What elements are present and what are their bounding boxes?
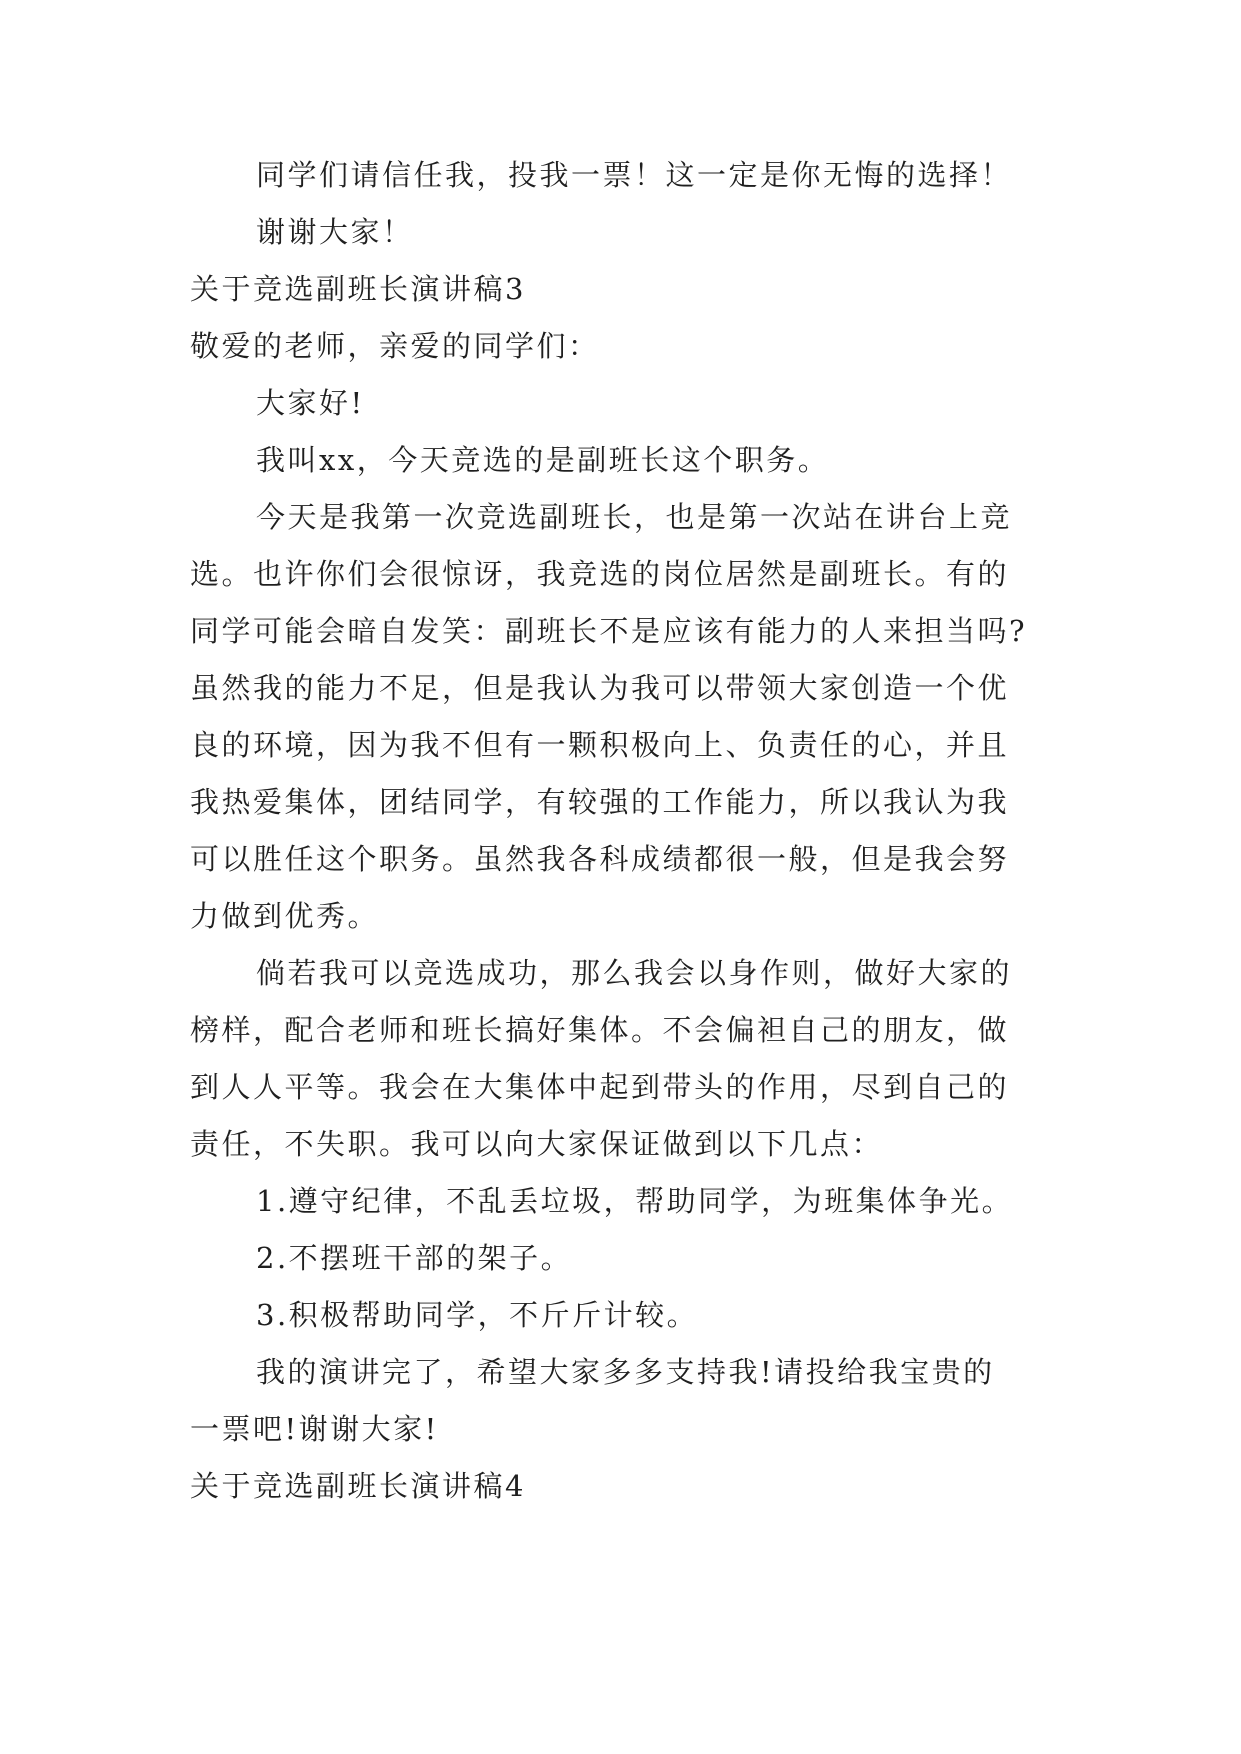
text-line: 谢谢大家！ <box>256 215 414 249</box>
paragraph <box>190 432 1090 489</box>
text-line: 榜样，配合老师和班长搞好集体。不会偏袒自己的朋友，做 <box>190 1013 1010 1047</box>
text-line: 同学们请信任我，投我一票！这一定是你无悔的选择！ <box>256 158 1013 192</box>
text-line: 同学可能会暗自发笑：副班长不是应该有能力的人来担当吗? <box>190 614 1028 648</box>
section-heading <box>190 261 1090 318</box>
text-line: 关于竞选副班长演讲稿3 <box>190 272 526 306</box>
text-line: 责任，不失职。我可以向大家保证做到以下几点： <box>190 1127 884 1161</box>
text-line: 倘若我可以竞选成功，那么我会以身作则，做好大家的 <box>256 956 1013 990</box>
text-line: 1.遵守纪律，不乱丢垃圾，帮助同学，为班集体争光。 <box>256 1184 1014 1218</box>
text-line: 力做到优秀。 <box>190 899 380 933</box>
text-line: 关于竞选副班长演讲稿4 <box>190 1469 526 1503</box>
text-line: 良的环境，因为我不但有一颗积极向上、负责任的心，并且 <box>190 728 1010 762</box>
paragraph <box>190 204 1090 261</box>
paragraph <box>190 1230 1090 1287</box>
text-line: 虽然我的能力不足，但是我认为我可以带领大家创造一个优 <box>190 671 1010 705</box>
text-line: 3.积极帮助同学，不斤斤计较。 <box>256 1298 699 1332</box>
text-line: 我热爱集体，团结同学，有较强的工作能力，所以我认为我 <box>190 785 1010 819</box>
text-line: 2.不摆班干部的架子。 <box>256 1241 573 1275</box>
text-line: 我叫xx，今天竞选的是副班长这个职务。 <box>256 443 830 477</box>
document-body <box>190 147 1090 1515</box>
paragraph <box>190 945 1090 1173</box>
text-line: 可以胜任这个职务。虽然我各科成绩都很一般，但是我会努 <box>190 842 1010 876</box>
paragraph <box>190 489 1090 945</box>
paragraph <box>190 375 1090 432</box>
text-line: 到人人平等。我会在大集体中起到带头的作用，尽到自己的 <box>190 1070 1010 1104</box>
section-heading <box>190 318 1090 375</box>
text-line: 敬爱的老师，亲爱的同学们： <box>190 329 600 363</box>
text-line: 今天是我第一次竞选副班长，也是第一次站在讲台上竞 <box>256 500 1013 534</box>
paragraph <box>190 1344 1090 1458</box>
text-line: 我的演讲完了，希望大家多多支持我!请投给我宝贵的 <box>256 1355 995 1389</box>
section-heading <box>190 1458 1090 1515</box>
text-line: 大家好! <box>256 386 365 420</box>
text-line: 一票吧!谢谢大家! <box>190 1412 439 1446</box>
paragraph <box>190 1173 1090 1230</box>
paragraph <box>190 1287 1090 1344</box>
paragraph <box>190 147 1090 204</box>
text-line: 选。也许你们会很惊讶，我竞选的岗位居然是副班长。有的 <box>190 557 1010 591</box>
